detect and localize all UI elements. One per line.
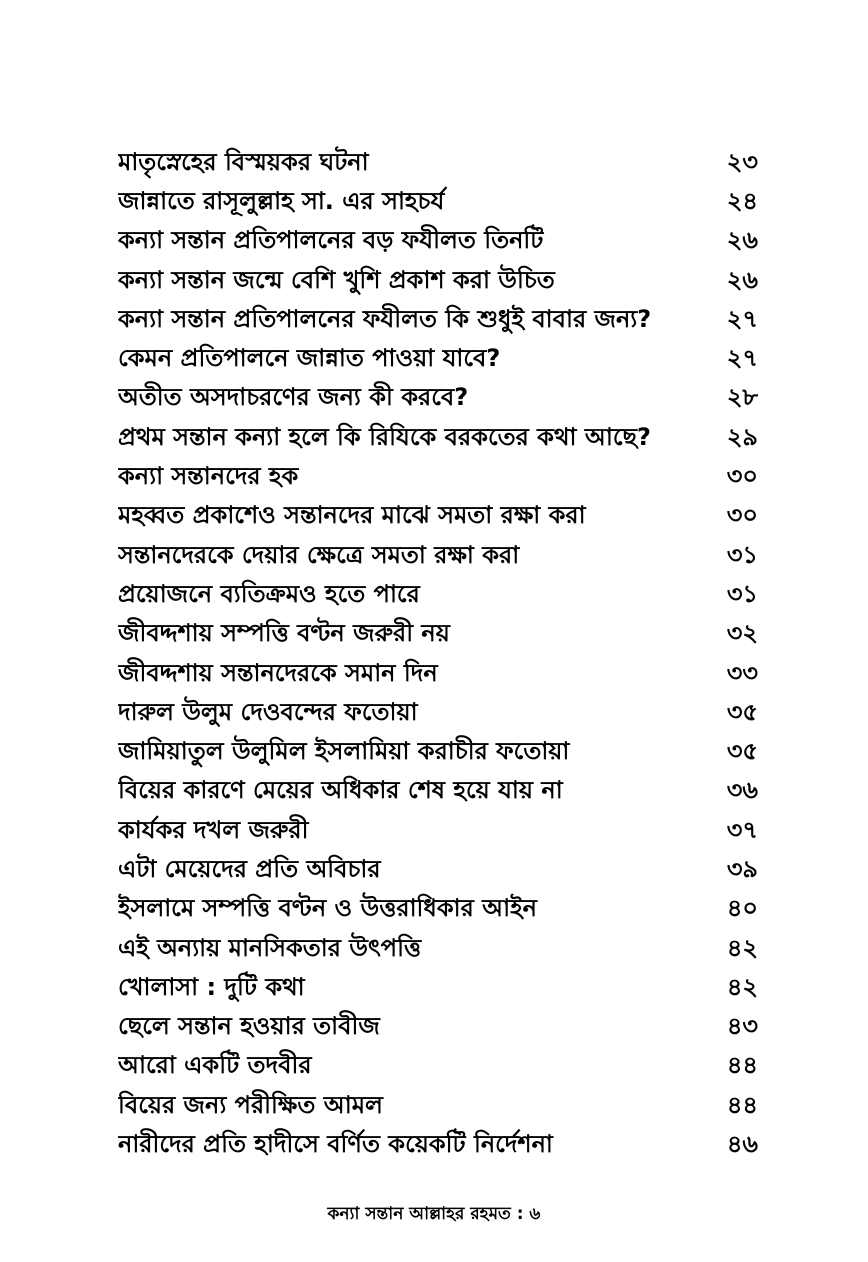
toc-entry-title: মহব্বত প্রকাশেও সন্তানদের মাঝে সমতা রক্ষা করা xyxy=(118,501,586,530)
toc-entry-title: জামিয়াতুল উলুমিল ইসলামিয়া করাচীর ফতোয়া xyxy=(118,737,570,766)
toc-entry xyxy=(118,1126,758,1165)
toc-entry-title: ইসলামে সম্পত্তি বণ্টন ও উত্তরাধিকার আইন xyxy=(118,894,537,923)
toc-entry-title: ছেলে সন্তান হওয়ার তাবীজ xyxy=(118,1012,380,1041)
toc-entry xyxy=(118,1087,758,1126)
toc-entry-page-number: ২৬ xyxy=(726,265,758,294)
toc-entry-page-number: ৩২ xyxy=(726,619,758,648)
toc-entry-page-number: ৪২ xyxy=(726,972,758,1001)
toc-entry xyxy=(118,537,758,576)
toc-entry-title: কার্যকর দখল জরুরী xyxy=(118,815,309,844)
toc-entry-page-number: ২৪ xyxy=(726,186,758,215)
toc-entry xyxy=(118,144,758,183)
toc-entry-page-number: ৩৭ xyxy=(726,815,758,844)
toc-entry-title: কন্যা সন্তান প্রতিপালনের বড় ফযীলত তিনটি xyxy=(118,226,544,255)
toc-entry xyxy=(118,419,758,458)
toc-entry-title: এটা মেয়েদের প্রতি অবিচার xyxy=(118,855,381,883)
toc-entry xyxy=(118,655,758,694)
toc-entry-title: প্রয়োজনে ব্যতিক্রমও হতে পারে xyxy=(118,579,420,608)
toc-entry-title: সন্তানদেরকে দেয়ার ক্ষেত্রে সমতা রক্ষা করা xyxy=(118,540,520,569)
toc-entry xyxy=(118,183,758,222)
toc-entry xyxy=(118,1048,758,1087)
toc-entry-title: জীবদ্দশায় সন্তানদেরকে সমান দিন xyxy=(118,658,438,687)
toc-entry-page-number: ৪৩ xyxy=(726,1012,758,1041)
toc-entry-title: দারুল উলুম দেওবন্দের ফতোয়া xyxy=(118,697,418,726)
toc-entry xyxy=(118,223,758,262)
toc-entry xyxy=(118,969,758,1008)
toc-entry xyxy=(118,498,758,537)
toc-entry-title: কন্যা সন্তান জন্মে বেশি খুশি প্রকাশ করা উচিত xyxy=(118,265,555,294)
toc-entry xyxy=(118,851,758,890)
toc-entry-title: জান্নাতে রাসূলুল্লাহ সা. এর সাহচর্য xyxy=(118,186,445,215)
toc-entry xyxy=(118,1009,758,1048)
toc-entry-page-number: ৪০ xyxy=(726,894,758,923)
toc-entry xyxy=(118,694,758,733)
toc-entry-title: প্রথম সন্তান কন্যা হলে কি রিযিকে বরকতের কথা আছে? xyxy=(118,422,651,451)
table-of-contents xyxy=(118,144,758,1166)
toc-entry-title: আরো একটি তদবীর xyxy=(118,1051,312,1080)
page-footer: কন্যা সন্তান আল্লাহর রহমত : ৬ xyxy=(327,1204,541,1224)
toc-entry-page-number: ২৩ xyxy=(726,147,758,176)
toc-entry-page-number: ২৯ xyxy=(726,422,758,451)
toc-entry-page-number: ২৬ xyxy=(726,226,758,255)
toc-entry xyxy=(118,458,758,497)
toc-entry-page-number: ৪৪ xyxy=(726,1051,758,1080)
toc-entry-title: এই অন্যায় মানসিকতার উৎপত্তি xyxy=(118,933,422,962)
toc-entry xyxy=(118,812,758,851)
toc-entry-title: জীবদ্দশায় সম্পত্তি বণ্টন জরুরী নয় xyxy=(118,619,450,648)
toc-entry xyxy=(118,616,758,655)
toc-entry xyxy=(118,380,758,419)
toc-entry xyxy=(118,930,758,969)
toc-entry xyxy=(118,301,758,340)
toc-entry xyxy=(118,262,758,301)
toc-entry-page-number: ২৮ xyxy=(726,383,758,412)
toc-entry-page-number: ৩৯ xyxy=(726,855,758,883)
toc-entry-title: কন্যা সন্তান প্রতিপালনের ফযীলত কি শুধুই বাবার জন্য? xyxy=(118,304,652,333)
toc-entry-title: কন্যা সন্তানদের হক xyxy=(118,462,299,491)
toc-entry-page-number: ৪৪ xyxy=(726,1090,758,1119)
toc-entry-page-number: ৩০ xyxy=(726,501,758,530)
toc-entry-page-number: ২৭ xyxy=(726,304,758,333)
toc-entry xyxy=(118,733,758,772)
toc-entry-page-number: ৩১ xyxy=(726,579,758,608)
toc-entry-page-number: ৩৬ xyxy=(726,776,758,805)
toc-entry xyxy=(118,576,758,615)
toc-entry-page-number: ৩০ xyxy=(726,462,758,491)
toc-entry-page-number: ৪২ xyxy=(726,933,758,962)
toc-entry-page-number: ৩৫ xyxy=(726,697,758,726)
toc-entry-page-number: ৪৬ xyxy=(726,1130,758,1159)
toc-entry-page-number: ২৭ xyxy=(726,344,758,373)
toc-entry-title: নারীদের প্রতি হাদীসে বর্ণিত কয়েকটি নির্দেশনা xyxy=(118,1130,553,1159)
toc-entry-title: বিয়ের জন্য পরীক্ষিত আমল xyxy=(118,1090,383,1119)
toc-entry-title: মাতৃস্নেহের বিস্ময়কর ঘটনা xyxy=(118,147,369,176)
toc-entry xyxy=(118,773,758,812)
toc-entry-title: কেমন প্রতিপালনে জান্নাত পাওয়া যাবে? xyxy=(118,344,501,373)
toc-entry xyxy=(118,340,758,379)
toc-entry-title: অতীত অসদাচরণের জন্য কী করবে? xyxy=(118,383,469,412)
toc-entry xyxy=(118,891,758,930)
toc-entry-page-number: ৩৫ xyxy=(726,737,758,766)
toc-entry-page-number: ৩১ xyxy=(726,540,758,569)
toc-entry-title: বিয়ের কারণে মেয়ের অধিকার শেষ হয়ে যায় না xyxy=(118,776,563,805)
toc-entry-page-number: ৩৩ xyxy=(726,658,758,687)
toc-entry-title: খোলাসা : দুটি কথা xyxy=(118,972,305,1001)
